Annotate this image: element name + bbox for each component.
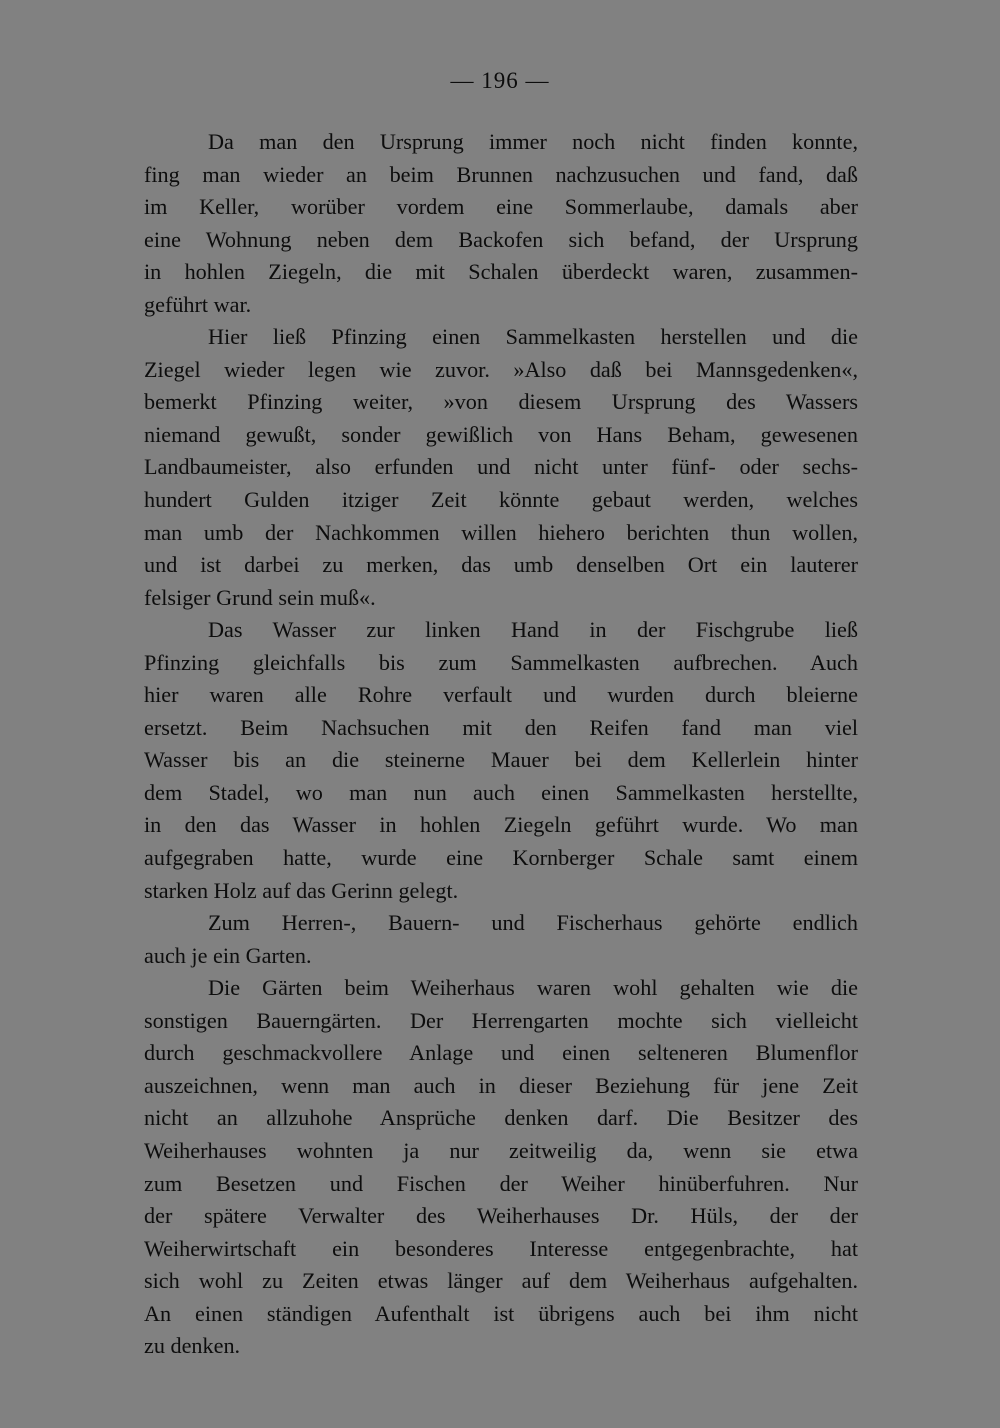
text-line: Landbaumeister, also erfunden und nicht unter fünf- oder sechs- bbox=[144, 454, 858, 480]
text-line: aufgegraben hatte, wurde eine Kornberger Schale samt einem bbox=[144, 845, 858, 871]
page-number: — 196 — bbox=[450, 68, 550, 93]
text-line: sonstigen Bauerngärten. Der Herrengarten mochte sich vielleicht bbox=[144, 1007, 858, 1033]
text-line: Weiherwirtschaft ein besonderes Interesse entgegenbrachte, hat bbox=[144, 1235, 858, 1261]
text-line: man umb der Nachkommen willen hiehero berichten thun wollen, bbox=[144, 519, 858, 545]
text-line: Weiherhauses wohnten ja nur zeitweilig da, wenn sie etwa bbox=[144, 1137, 858, 1163]
text-line: bemerkt Pfinzing weiter, »von diesem Ursprung des Wassers bbox=[144, 389, 858, 415]
text-line: auszeichnen, wenn man auch in dieser Beziehung für jene Zeit bbox=[144, 1072, 858, 1098]
text-line: sich wohl zu Zeiten etwas länger auf dem Weiherhaus aufgehalten. bbox=[144, 1268, 858, 1294]
body-text bbox=[144, 126, 858, 1363]
text-line: Pfinzing gleichfalls bis zum Sammelkasten aufbrechen. Auch bbox=[144, 649, 858, 675]
text-line: ersetzt. Beim Nachsuchen mit den Reifen fand man viel bbox=[144, 714, 858, 740]
text-line: der spätere Verwalter des Weiherhauses Dr. Hüls, der der bbox=[144, 1203, 858, 1229]
text-line: in hohlen Ziegeln, die mit Schalen überdeckt waren, zusammen- bbox=[144, 259, 858, 285]
text-line: auch je ein Garten. bbox=[144, 942, 312, 968]
text-line: Hier ließ Pfinzing einen Sammelkasten herstellen und die bbox=[208, 324, 858, 350]
text-line: Da man den Ursprung immer noch nicht finden konnte, bbox=[208, 129, 858, 154]
text-line: zum Besetzen und Fischen der Weiher hinüberfuhren. Nur bbox=[144, 1170, 858, 1196]
text-line: zu denken. bbox=[144, 1333, 241, 1359]
text-line: Zum Herren-, Bauern- und Fischerhaus gehörte endlich bbox=[208, 910, 858, 936]
text-line: und ist darbei zu merken, das umb denselben Ort ein lauterer bbox=[144, 552, 858, 578]
text-line: dem Stadel, wo man nun auch einen Sammelkasten herstellte, bbox=[144, 779, 858, 805]
text-line: Wasser bis an die steinerne Mauer bei dem Kellerlein hinter bbox=[144, 747, 858, 773]
text-line: durch geschmackvollere Anlage und einen selteneren Blumenflor bbox=[144, 1040, 858, 1066]
text-line: starken Holz auf das Gerinn gelegt. bbox=[144, 877, 459, 903]
text-line: im Keller, worüber vordem eine Sommerlaube, damals aber bbox=[144, 194, 858, 220]
text-line: Ziegel wieder legen wie zuvor. »Also daß bei Mannsgedenken«, bbox=[144, 356, 858, 382]
text-line: Die Gärten beim Weiherhaus waren wohl gehalten wie die bbox=[208, 975, 858, 1001]
text-line: Das Wasser zur linken Hand in der Fischgrube ließ bbox=[208, 617, 858, 643]
text-line: An einen ständigen Aufenthalt ist übrigens auch bei ihm nicht bbox=[144, 1300, 858, 1326]
text-line: niemand gewußt, sonder gewißlich von Hans Beham, gewesenen bbox=[144, 421, 858, 447]
text-line: geführt war. bbox=[144, 291, 252, 317]
text-line: in den das Wasser in hohlen Ziegeln geführt wurde. Wo man bbox=[144, 812, 858, 838]
text-line: eine Wohnung neben dem Backofen sich befand, der Ursprung bbox=[144, 226, 858, 252]
text-line: felsiger Grund sein muß«. bbox=[144, 584, 376, 610]
text-line: fing man wieder an beim Brunnen nachzusuchen und fand, daß bbox=[144, 161, 858, 187]
text-line: nicht an allzuhohe Ansprüche denken darf. Die Besitzer des bbox=[144, 1105, 858, 1131]
text-line: hier waren alle Rohre verfault und wurden durch bleierne bbox=[144, 682, 858, 708]
text-line: hundert Gulden itziger Zeit könnte gebaut werden, welches bbox=[144, 487, 858, 513]
